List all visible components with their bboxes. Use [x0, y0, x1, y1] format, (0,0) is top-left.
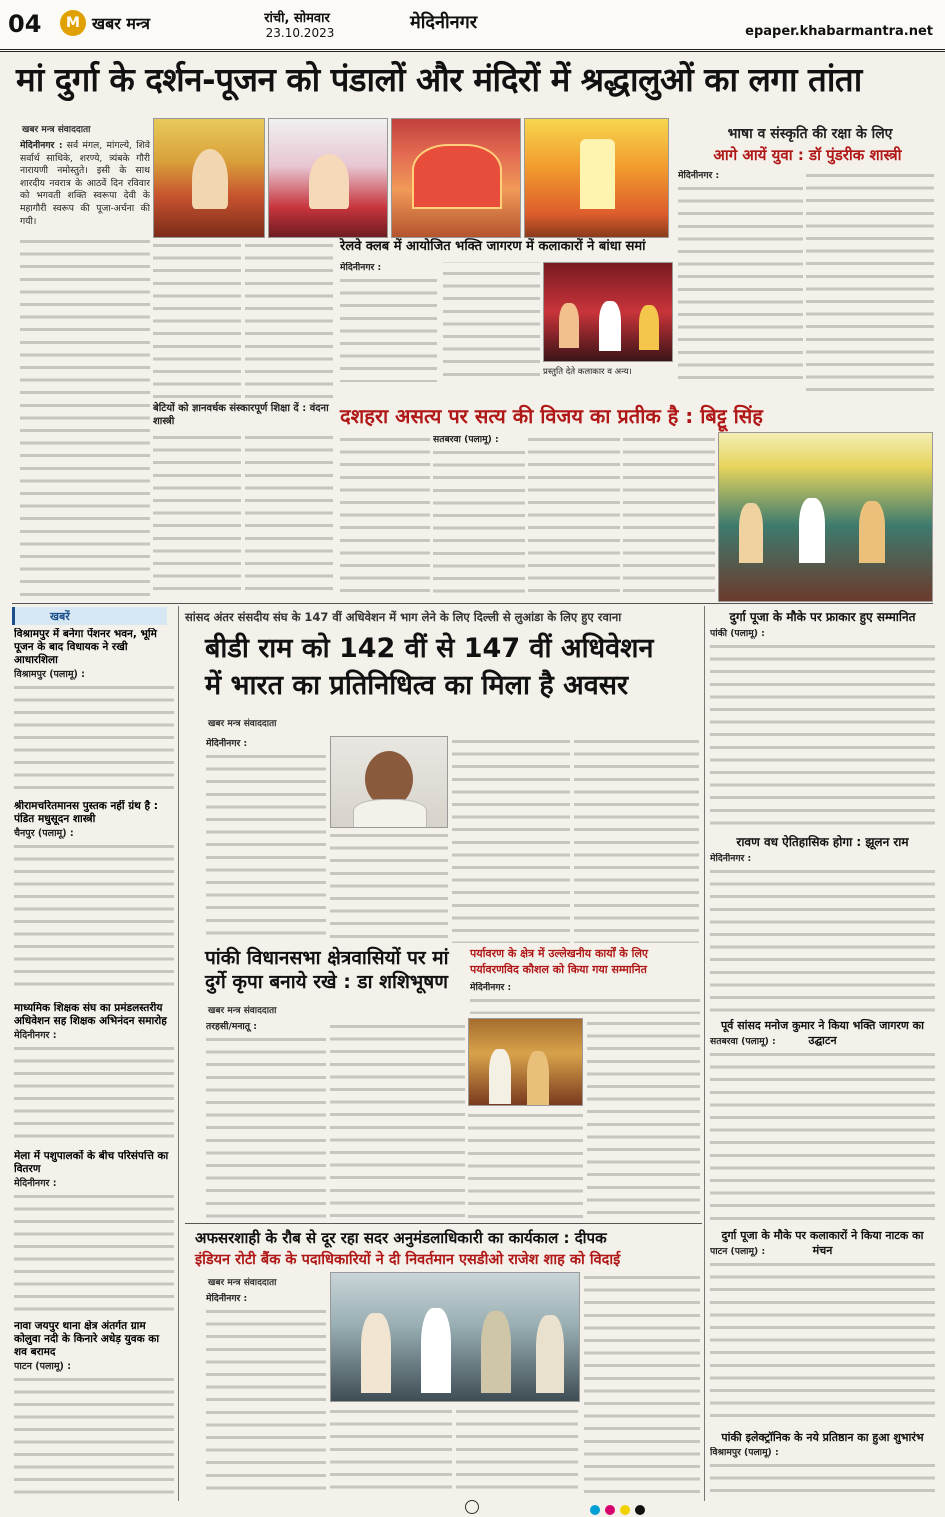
durga-right-body	[710, 628, 935, 828]
railway-dateline: मेदिनीनगर :	[340, 262, 382, 273]
short-news-bar	[12, 607, 167, 625]
short-news-title-5: नावा जयपुर थाना क्षेत्र अंतर्गत ग्राम कोलुवा नदी के किनारे अधेड़ युवक का शव बरामद	[14, 1320, 160, 1358]
drama-right-headline[interactable]: दुर्गा पूजा के मौके पर कलाकारों ने किया नाटक का मंचन	[721, 1229, 924, 1257]
lead-photo-1	[153, 118, 265, 238]
drama-right-body	[710, 1246, 935, 1426]
panki-byline: खबर मन्त्र संवाददाता	[208, 1006, 277, 1016]
registration-mark-icon	[465, 1500, 479, 1514]
section-title: मेदिनीनगर	[410, 12, 478, 33]
page-number: 04	[8, 10, 42, 38]
story-right-top-dateline: मेदिनीनगर :	[678, 170, 720, 181]
bdram-kicker: सांसद अंतर संसदीय संघ के 147 वीं अधिवेशन में भाग लेने के लिए दिल्ली से लुआंडा के लिए हुए रवाना	[185, 610, 622, 624]
dussehra-body-col1	[433, 434, 525, 600]
durga-right-headline[interactable]: दुर्गा पूजा के मौके पर फ्राकार हुए सम्मानित	[729, 610, 916, 624]
sdo-dateline: मेदिनीनगर :	[206, 1293, 248, 1304]
jagran-right-dateline: सतबरवा (पलामू) :	[710, 1036, 776, 1047]
dussehra-photo	[718, 432, 933, 602]
lead-intro-text: सर्व मंगल, मांगल्ये, शिवे सर्वार्थ साधिके, शरण्ये, त्र्यंबके गौरी नारायणी नमोस्तुते। इसी के साथ शारदीय नवरात्र के आठवें दिन रविवार को भगवती शक्ति स्वरूपा देवी के महागौरी स्वरूप की पूजा-अर्चना की गयी।	[20, 140, 150, 227]
railway-photo	[543, 262, 673, 362]
env-dateline: मेदिनीनगर :	[470, 982, 512, 993]
story-right-top-headline-2[interactable]: आगे आयें युवा : डॉ पुंडरीक शास्त्री	[713, 146, 902, 164]
electronics-right-body	[710, 1447, 935, 1499]
durga-right-dateline: पांकी (पलामू) :	[710, 628, 765, 639]
dussehra-dateline: सतबरवा (पलामू) :	[433, 434, 499, 445]
short-news-title-4: मेला में पशुपालकों के बीच परिसंपत्ति का वितरण	[14, 1150, 169, 1175]
railway-headline[interactable]: रेलवे क्लब में आयोजित भक्ति जागरण में कलाकारों ने बांधा समां	[340, 239, 646, 254]
bdram-byline: खबर मन्त्र संवाददाता	[208, 719, 277, 729]
masthead	[0, 0, 945, 52]
railway-photo-caption: प्रस्तुति देते कलाकार व अन्य।	[543, 367, 632, 377]
short-news-item-5[interactable]: नावा जयपुर थाना क्षेत्र अंतर्गत ग्राम कोलुवा नदी के किनारे अधेड़ युवक का शव बरामद पाटन (पलामू) :	[14, 1320, 174, 1498]
panki-dateline: तरहसी/मनातू :	[206, 1021, 257, 1032]
bdram-dateline: मेदिनीनगर :	[206, 738, 248, 749]
lead-body-col4	[153, 432, 241, 598]
lead-intro	[20, 140, 150, 235]
ravan-body	[710, 853, 935, 1013]
story-right-top-headline-1[interactable]: भाषा व संस्कृति की रक्षा के लिए	[727, 126, 893, 142]
brand-logo-icon: M	[60, 10, 86, 36]
short-news-item-4[interactable]: मेला में पशुपालकों के बीच परिसंपत्ति का वितरण मेदिनीनगर :	[14, 1150, 174, 1318]
lead-body-col3	[245, 240, 333, 400]
dussehra-body-col0	[340, 434, 430, 600]
lead-subbox-heading: बेटियों को ज्ञानवर्धक संस्कारपूर्ण शिक्षा दें : वंदना शास्त्री	[153, 403, 329, 427]
jagran-right-headline[interactable]: पूर्व सांसद मनोज कुमार ने किया भक्ति जागरण का उद्घाटन	[721, 1019, 924, 1047]
brand-name: खबर मन्त्र	[92, 14, 150, 33]
color-bar-black-icon	[635, 1505, 645, 1515]
divider-sdo	[185, 1223, 702, 1224]
lead-body-col5	[245, 432, 333, 598]
divider-left-col	[178, 606, 179, 1501]
panki-photo	[468, 1018, 583, 1106]
ravan-dateline: मेदिनीनगर :	[710, 853, 752, 864]
panki-headline-2[interactable]: दुर्गे कृपा बनाये रखे : डा शशिभूषण	[205, 971, 448, 993]
edition-city: रांची, सोमवार	[264, 11, 330, 26]
dussehra-body-col2	[528, 434, 620, 600]
short-news-label: खबरें	[50, 610, 70, 623]
story-right-top-col1	[678, 170, 803, 392]
jagran-right-body	[710, 1036, 935, 1226]
electronics-right-headline[interactable]: पांकी इलेक्ट्रॉनिक के नये प्रतिष्ठान का हुआ शुभारंभ	[721, 1431, 924, 1444]
sdo-body-col4	[584, 1272, 700, 1498]
electronics-right-dateline: विश्रामपुर (पलामू) :	[710, 1447, 779, 1458]
env-body-col	[587, 1018, 700, 1221]
panki-body-col3	[468, 1110, 583, 1221]
dussehra-body-col3	[623, 434, 715, 600]
sdo-headline-2[interactable]: इंडियन रोटी बैंक के पदाधिकारियों ने दी निवर्तमान एसडीओ राजेश शाह को विदाई	[195, 1252, 621, 1268]
dussehra-headline[interactable]: दशहरा असत्य पर सत्य की विजय का प्रतीक है : बिट्टू सिंह	[340, 404, 763, 428]
bdram-body-col3	[452, 736, 570, 943]
drama-right-dateline: पाटन (पलामू) :	[710, 1246, 766, 1257]
divider-right-col	[704, 606, 705, 1501]
panki-headline-1[interactable]: पांकी विधानसभा क्षेत्रवासियों पर मां	[205, 947, 449, 969]
story-right-top-col2	[806, 170, 934, 392]
lead-byline: खबर मन्त्र संवाददाता	[22, 125, 91, 135]
bdram-body-col1	[206, 738, 326, 943]
bdram-body-col2	[330, 830, 448, 943]
short-news-title-2: श्रीरामचरितमानस पुस्तक नहीं ग्रंथ है : पंडित मधुसूदन शास्त्री	[14, 800, 158, 825]
short-news-title-1: विश्रामपुर में बनेगा पेंशनर भवन, भूमि पूजन के बाद विधायक ने रखी आधारशिला	[14, 628, 157, 666]
color-bar-yellow-icon	[620, 1505, 630, 1515]
env-headline-1[interactable]: पर्यावरण के क्षेत्र में उल्लेखनीय कार्यों के लिए	[470, 947, 648, 960]
lead-dateline: मेदिनीनगर :	[20, 140, 63, 151]
ravan-headline[interactable]: रावण वध ऐतिहासिक होगा : झूलन राम	[736, 835, 909, 849]
sdo-body-col2	[330, 1406, 452, 1498]
color-bar-cyan-icon	[590, 1505, 600, 1515]
lead-photo-3	[391, 118, 521, 238]
lead-headline[interactable]: मां दुर्गा के दर्शन-पूजन को पंडालों और मंदिरों में श्रद्धालुओं का लगा तांता	[16, 60, 862, 99]
epaper-url[interactable]: epaper.khabarmantra.net	[745, 24, 933, 39]
lead-photo-2	[268, 118, 388, 238]
lead-body-col1	[20, 236, 150, 598]
env-headline-2[interactable]: पर्यावरणविद कौशल को किया गया सम्मानित	[470, 963, 647, 976]
bdram-headline-1[interactable]: बीडी राम को 142 वीं से 147 वीं अधिवेशन	[205, 633, 654, 664]
env-body-top	[470, 982, 700, 1014]
short-news-item-1[interactable]: विश्रामपुर में बनेगा पेंशनर भवन, भूमि पूजन के बाद विधायक ने रखी आधारशिला विश्रामपुर (पलामू) :	[14, 628, 174, 798]
sdo-body-col1	[206, 1293, 326, 1498]
bdram-headline-2[interactable]: में भारत का प्रतिनिधित्व का मिला है अवसर	[205, 670, 629, 701]
divider-mid	[12, 603, 933, 604]
lead-body-col2	[153, 240, 241, 400]
bdram-body-col4	[574, 736, 699, 943]
sdo-headline-1[interactable]: अफसरशाही के रौब से दूर रहा सदर अनुमंडलाधिकारी का कार्यकाल : दीपक	[195, 1229, 607, 1247]
sdo-byline: खबर मन्त्र संवाददाता	[208, 1278, 277, 1288]
color-bar-magenta-icon	[605, 1505, 615, 1515]
sdo-body-col3	[456, 1406, 578, 1498]
railway-body	[340, 262, 540, 382]
edition-date: 23.10.2023	[265, 26, 335, 40]
bdram-portrait	[330, 736, 448, 828]
lead-photo-4	[524, 118, 669, 238]
sdo-photo	[330, 1272, 580, 1402]
panki-body-col2	[330, 1021, 465, 1221]
short-news-title-3: माध्यमिक शिक्षक संघ का प्रमंडलस्तरीय अधिवेशन सह शिक्षक अभिनंदन समारोह	[14, 1002, 167, 1027]
panki-body-col1	[206, 1021, 326, 1221]
short-news-item-3[interactable]: माध्यमिक शिक्षक संघ का प्रमंडलस्तरीय अधिवेशन सह शिक्षक अभिनंदन समारोह मेदिनीनगर :	[14, 1002, 174, 1147]
short-news-item-2[interactable]: श्रीरामचरितमानस पुस्तक नहीं ग्रंथ है : पंडित मधुसूदन शास्त्री चैनपुर (पलामू) :	[14, 800, 174, 1000]
